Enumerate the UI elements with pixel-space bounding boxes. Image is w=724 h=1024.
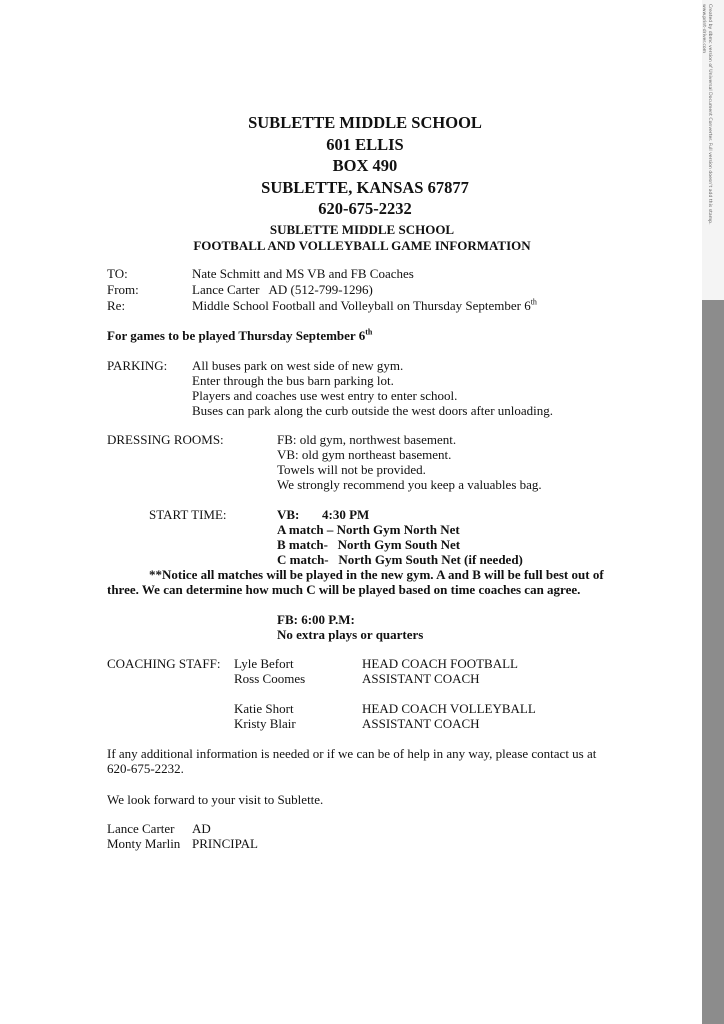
games-heading [107, 328, 372, 343]
closing-statement: We look forward to your visit to Sublette. [107, 792, 324, 807]
school-phone: 620-675-2232 [318, 199, 412, 218]
match-line: B match- North Gym South Net [277, 537, 461, 552]
match-line: A match – North Gym North Net [277, 522, 460, 537]
vb-start-time: 4:30 PM [322, 507, 370, 522]
parking-label: PARKING: [107, 358, 168, 373]
coaching-staff-label: COACHING STAFF: [107, 656, 221, 671]
start-time-label: START TIME: [149, 507, 227, 522]
fb-start-time: FB: 6:00 P.M: [277, 612, 355, 627]
school-name: SUBLETTE MIDDLE SCHOOL [248, 113, 482, 132]
notice-line: three. We can determine how much C will be played based on time coaches can agree. [107, 582, 581, 597]
signature-title: PRINCIPAL [192, 836, 258, 851]
fb-note: No extra plays or quarters [277, 627, 424, 642]
title-line-2: FOOTBALL AND VOLLEYBALL GAME INFORMATION [193, 238, 531, 253]
coach-role: HEAD COACH FOOTBALL [362, 656, 518, 671]
coach-name: Katie Short [234, 701, 294, 716]
parking-line: All buses park on west side of new gym. [192, 358, 404, 373]
title-line-1: SUBLETTE MIDDLE SCHOOL [269, 222, 455, 237]
parking-line: Enter through the bus barn parking lot. [192, 373, 394, 388]
parking-line: Players and coaches use west entry to enter school. [192, 388, 458, 403]
contact-line: If any additional information is needed or if we can be of help in any way, please contact us at [107, 746, 597, 761]
memo-to-value: Nate Schmitt and MS VB and FB Coaches [192, 266, 414, 281]
parking-line: Buses can park along the curb outside the west doors after unloading. [192, 403, 554, 418]
memo-re-value: Middle School Football and Volleyball on Thursday September 6 [192, 298, 531, 313]
memo-from-label: From: [107, 282, 139, 297]
games-heading-superscript: th [365, 327, 373, 337]
dressing-room-line: We strongly recommend you keep a valuables bag. [277, 477, 542, 492]
watermark-line-1: Created by dbmc version of Universal Document Converter. Full version doesn't add this stamp. [707, 4, 712, 225]
signature-title: AD [192, 821, 211, 836]
coach-role: HEAD COACH VOLLEYBALL [362, 701, 536, 716]
coach-name: Lyle Befort [234, 656, 294, 671]
dressing-room-line: FB: old gym, northwest basement. [277, 432, 457, 447]
memo-re-line [192, 298, 537, 313]
notice-line: **Notice all matches will be played in the new gym. A and B will be full best out of [149, 567, 604, 582]
dressing-room-line: Towels will not be provided. [277, 462, 426, 477]
street-address: 601 ELLIS [326, 134, 404, 154]
vb-label: VB: [277, 507, 300, 522]
city-state-zip: SUBLETTE, KANSAS 67877 [261, 177, 469, 197]
memo-to-label: TO: [107, 266, 128, 281]
games-heading-text: For games to be played Thursday September 6 [107, 328, 366, 343]
po-box: BOX 490 [332, 156, 398, 175]
letterhead [200, 112, 530, 220]
watermark-line-2: www.print-driver.com [701, 4, 706, 54]
signature-name: Monty Marlin [107, 836, 181, 851]
coach-role: ASSISTANT COACH [362, 716, 480, 731]
match-line: C match- North Gym South Net (if needed) [277, 552, 523, 567]
converter-watermark [700, 4, 712, 225]
coach-role: ASSISTANT COACH [362, 671, 480, 686]
coach-name: Ross Coomes [234, 671, 306, 686]
signature-name: Lance Carter [107, 821, 175, 836]
dressing-room-line: VB: old gym northeast basement. [277, 447, 452, 462]
memo-re-superscript: th [530, 297, 537, 307]
memo-from-value: Lance Carter AD (512-799-1296) [192, 282, 373, 297]
memo-re-label: Re: [107, 298, 126, 313]
dressing-rooms-label: DRESSING ROOMS: [107, 432, 224, 447]
contact-line: 620-675-2232. [107, 761, 184, 776]
coach-name: Kristy Blair [234, 716, 296, 731]
document-title [150, 222, 574, 254]
